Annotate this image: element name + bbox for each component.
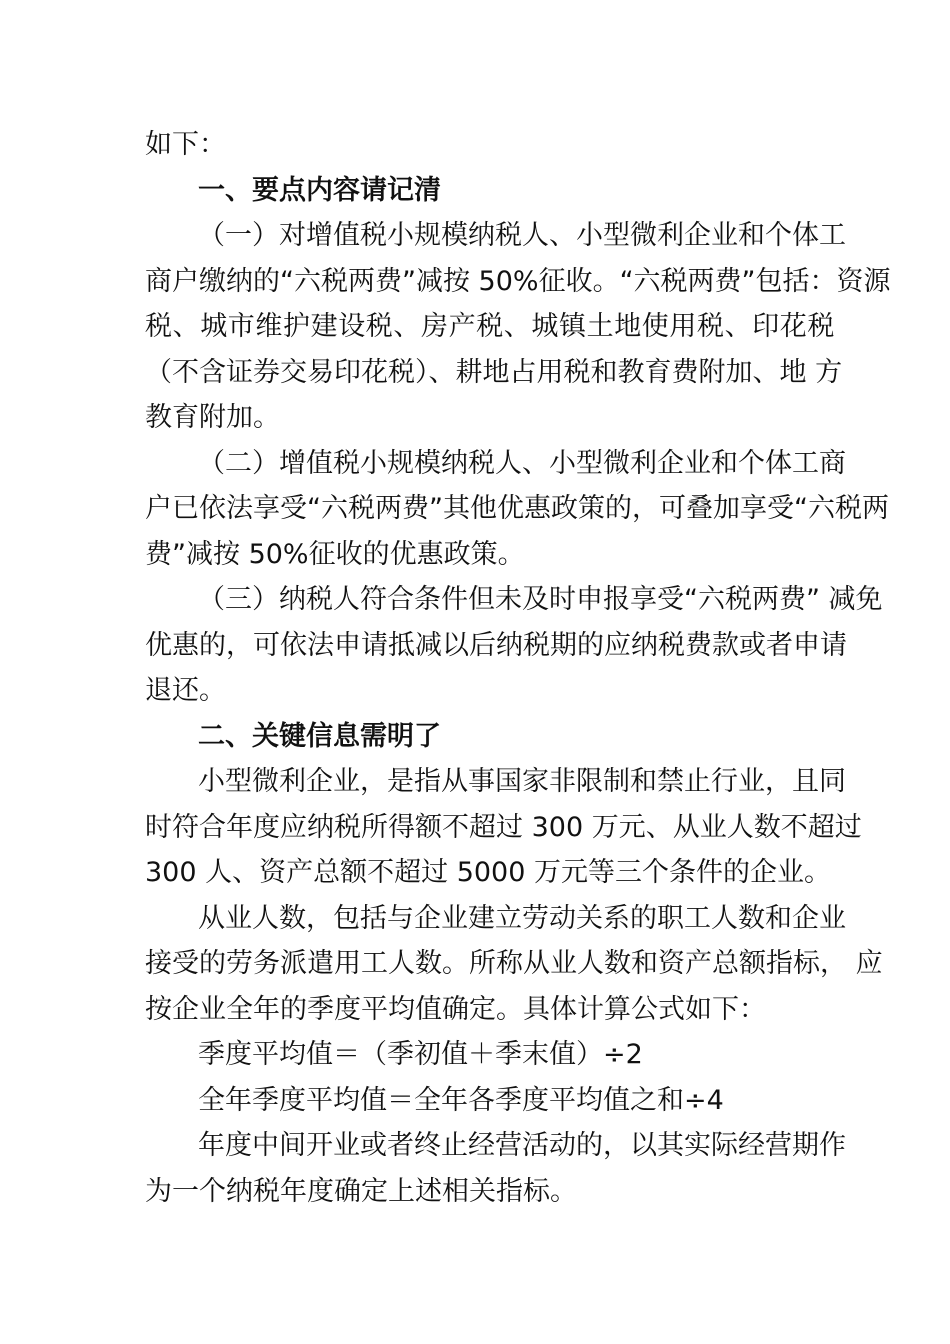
text-line: （三）纳税人符合条件但未及时申报享受“六税两费” 减免 (198, 584, 883, 615)
text-line: 小型微利企业，是指从事国家非限制和禁止行业，且同 (198, 766, 846, 797)
text-line: 税、城市维护建设税、房产税、城镇土地使用税、印花税 (145, 311, 835, 342)
text-line: （二）增值税小规模纳税人、小型微利企业和个体工商 (198, 447, 846, 479)
text-line: （不含证券交易印花税）、耕地占用税和教育费附加、地 方 (145, 356, 843, 388)
text-line: 商户缴纳的“六税两费”减按 50%征收。“六税两费”包括：资源 (145, 265, 891, 297)
text-line: 从业人数，包括与企业建立劳动关系的职工人数和企业 (198, 902, 846, 934)
text-line: 户已依法享受“六税两费”其他优惠政策的，可叠加享受“六税两 (145, 493, 889, 524)
text-line: （一）对增值税小规模纳税人、小型微利企业和个体工 (198, 220, 846, 251)
text-line: 300 人、资产总额不超过 5000 万元等三个条件的企业。 (145, 857, 831, 888)
section-heading-key-info: 二、关键信息需明了 (198, 720, 441, 752)
text-line: 为一个纳税年度确定上述相关指标。 (145, 1175, 577, 1207)
text-line: 接受的劳务派遣用工人数。所称从业人数和资产总额指标， 应 (145, 948, 883, 979)
text-line: 退还。 (145, 675, 226, 706)
text-line: 时符合年度应纳税所得额不超过 300 万元、从业人数不超过 (145, 811, 862, 843)
document-body (145, 122, 891, 1214)
text-line: 教育附加。 (145, 402, 280, 433)
text-line: 按企业全年的季度平均值确定。具体计算公式如下： (145, 993, 766, 1025)
text-line: 优惠的，可依法申请抵减以后纳税期的应纳税费款或者申请 (145, 629, 847, 661)
formula-line: 全年季度平均值＝全年各季度平均值之和÷4 (198, 1084, 724, 1116)
formula-line: 季度平均值＝（季初值＋季末值）÷2 (198, 1039, 643, 1070)
section-heading-key-points: 一、要点内容请记清 (198, 174, 441, 206)
text-line: 费”减按 50%征收的优惠政策。 (145, 538, 525, 570)
text-line: 如下： (145, 129, 226, 160)
text-line: 年度中间开业或者终止经营活动的，以其实际经营期作 (198, 1130, 846, 1161)
